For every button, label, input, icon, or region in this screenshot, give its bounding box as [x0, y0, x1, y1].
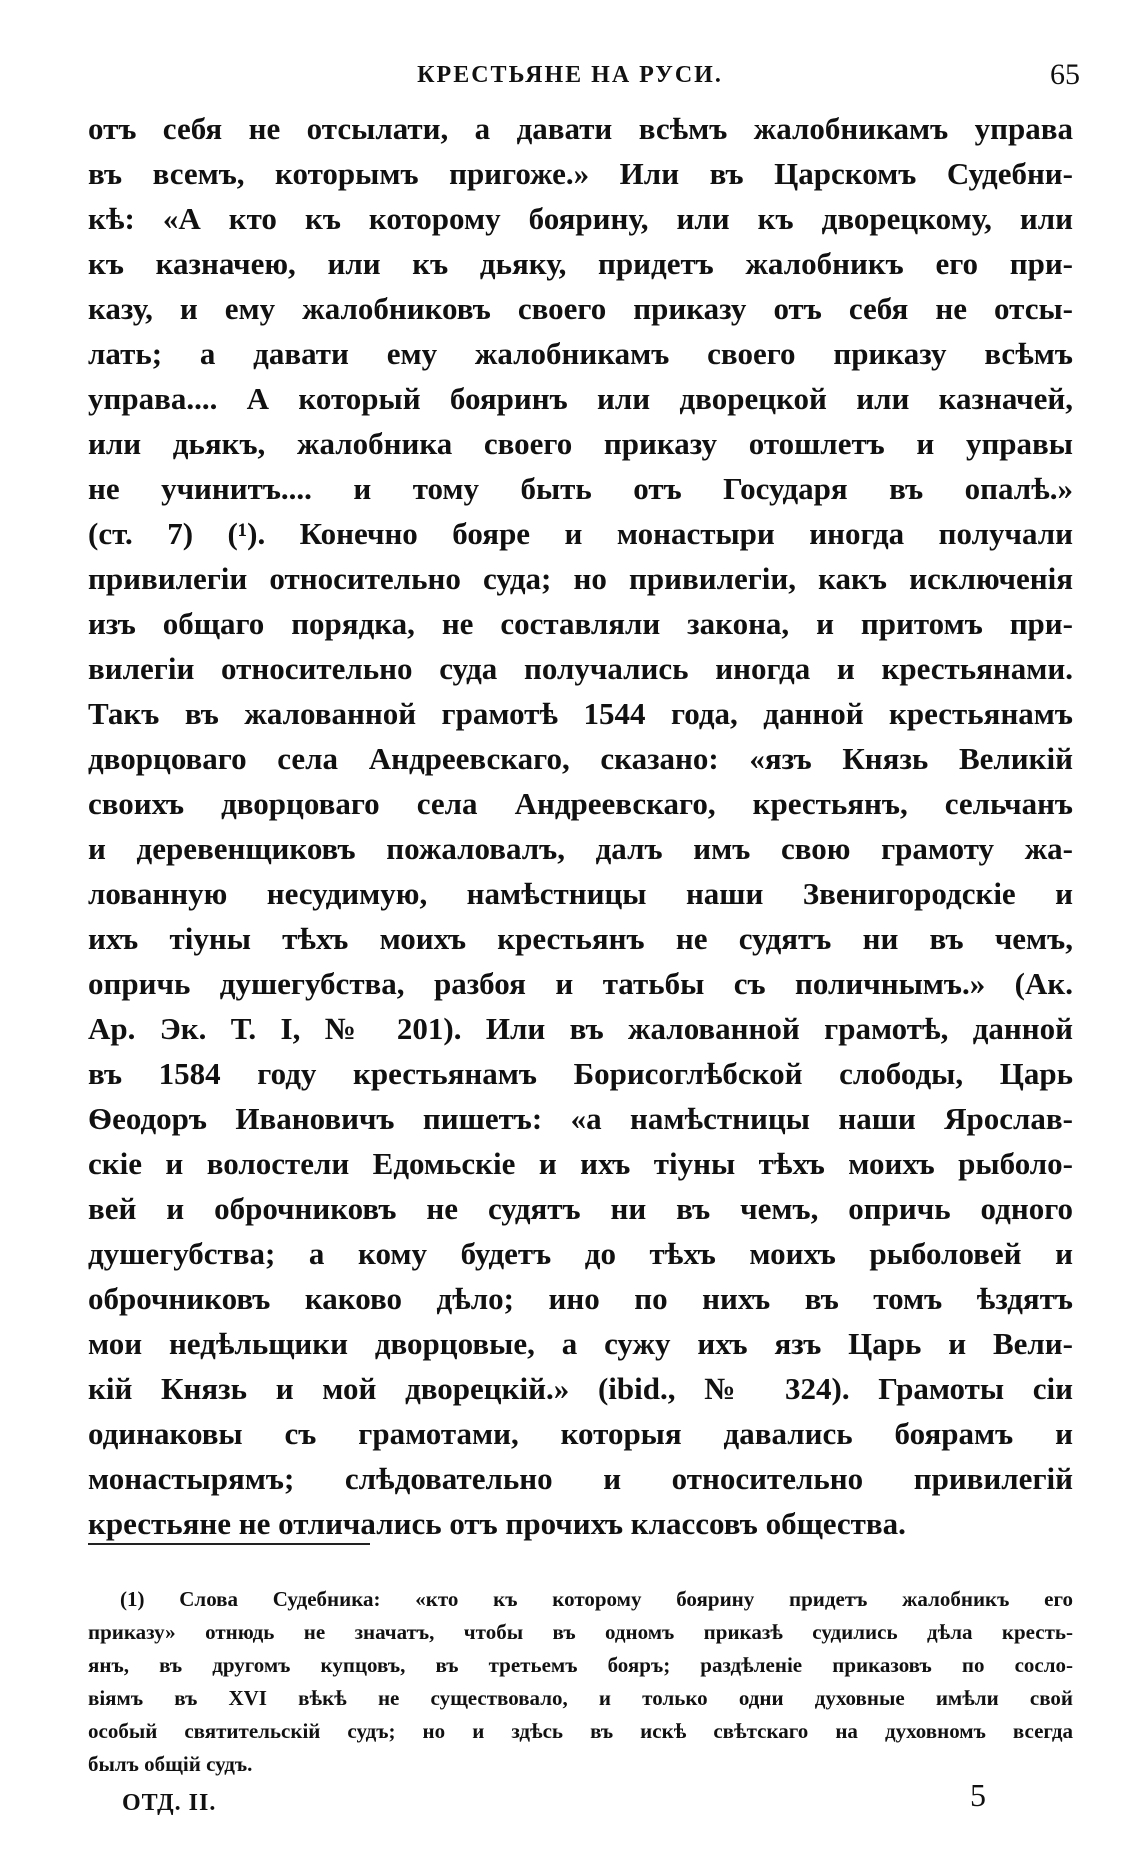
- text-line: скіе и волостели Едомьскіе и ихъ тіуны тѣхъ моихъ рыболо-: [88, 1146, 1073, 1181]
- text-line: лать; а давати ему жалобникамъ своего приказу всѣмъ: [88, 336, 1073, 371]
- running-head: [0, 58, 1140, 98]
- text-line: опричь душегубства, разбоя и татьбы съ поличнымъ.» (Ак.: [88, 966, 1073, 1001]
- text-line: крестьяне не отличались отъ прочихъ классовъ общества.: [88, 1506, 906, 1541]
- text-line: оброчниковъ каково дѣло; ино по нихъ въ томъ ѣздятъ: [88, 1281, 1073, 1316]
- text-line: душегубства; а кому будетъ до тѣхъ моихъ рыболовей и: [88, 1236, 1073, 1271]
- footnote-line: (1) Слова Судебника: «кто къ которому боярину придетъ жалобникъ его: [120, 1587, 1073, 1611]
- footnote-line: віямъ въ XVI вѣкѣ не существовало, и только одни духовные имѣли свой: [88, 1686, 1073, 1710]
- text-line: мои недѣльщики дворцовые, а сужу ихъ язъ Царь и Вели-: [88, 1326, 1073, 1361]
- footnote-line: былъ общій судъ.: [88, 1752, 253, 1776]
- text-line: лованную несудимую, намѣстницы наши Звенигородскіе и: [88, 876, 1073, 911]
- footnote: [88, 1583, 1073, 1781]
- text-line: и деревенщиковъ пожаловалъ, далъ имъ свою грамоту жа-: [88, 831, 1073, 866]
- text-line: къ казначею, или къ дьяку, придетъ жалобникъ его при-: [88, 246, 1073, 281]
- text-line: въ 1584 году крестьянамъ Борисоглѣбской слободы, Царь: [88, 1056, 1073, 1091]
- text-line: монастырямъ; слѣдовательно и относительно привилегій: [88, 1461, 1073, 1496]
- text-line: своихъ дворцоваго села Андреевскаго, крестьянъ, сельчанъ: [88, 786, 1073, 821]
- section-signature: ОТД. II.: [122, 1790, 217, 1816]
- text-line: дворцоваго села Андреевскаго, сказано: «язъ Князь Великій: [88, 741, 1073, 776]
- text-line: вей и оброчниковъ не судятъ ни въ чемъ, опричь одного: [88, 1191, 1073, 1226]
- text-line: (ст. 7) (¹). Конечно бояре и монастыри иногда получали: [88, 516, 1073, 551]
- page-number: 65: [1050, 58, 1080, 91]
- body-text: [88, 106, 1073, 1546]
- text-line: не учинитъ.... и тому быть отъ Государя въ опалѣ.»: [88, 471, 1073, 506]
- text-line: отъ себя не отсылати, а давати всѣмъ жалобникамъ управа: [88, 111, 1073, 146]
- footnote-line: приказу» отнюдь не значатъ, чтобы въ одномъ приказѣ судились дѣла кресть-: [88, 1620, 1073, 1644]
- text-line: или дьякъ, жалобника своего приказу отошлетъ и управы: [88, 426, 1073, 461]
- text-line: Ар. Эк. Т. I, № 201). Или въ жалованной грамотѣ, данной: [88, 1011, 1073, 1046]
- text-line: Такъ въ жалованной грамотѣ 1544 года, данной крестьянамъ: [88, 696, 1073, 731]
- text-line: изъ общаго порядка, не составляли закона, и притомъ при-: [88, 606, 1073, 641]
- footnote-rule: [88, 1543, 370, 1545]
- sheet-number: 5: [970, 1777, 986, 1813]
- running-title: КРЕСТЬЯНЕ НА РУСИ.: [417, 62, 723, 88]
- text-line: казу, и ему жалобниковъ своего приказу отъ себя не отсы-: [88, 291, 1073, 326]
- text-line: кій Князь и мой дворецкій.» (ibid., № 324). Грамоты сіи: [88, 1371, 1073, 1406]
- text-line: привилегіи относительно суда; но привилегіи, какъ исключенія: [88, 561, 1073, 596]
- text-line: въ всемъ, которымъ пригоже.» Или въ Царскомъ Судебни-: [88, 156, 1073, 191]
- text-line: вилегіи относительно суда получались иногда и крестьянами.: [88, 651, 1073, 686]
- text-line: одинаковы съ грамотами, которыя давались боярамъ и: [88, 1416, 1073, 1451]
- footnote-line: особый святительскій судъ; но и здѣсь въ искѣ свѣтскаго на духовномъ всегда: [88, 1719, 1073, 1743]
- text-line: управа.... А который бояринъ или дворецкой или казначей,: [88, 381, 1073, 416]
- footnote-line: янъ, въ другомъ купцовъ, въ третьемъ бояръ; раздѣленіе приказовъ по сосло-: [88, 1653, 1073, 1677]
- text-line: кѣ: «А кто къ которому боярину, или къ дворецкому, или: [88, 201, 1073, 236]
- text-line: ихъ тіуны тѣхъ моихъ крестьянъ не судятъ ни въ чемъ,: [88, 921, 1073, 956]
- text-line: Ѳеодоръ Ивановичъ пишетъ: «а намѣстницы наши Ярослав-: [88, 1101, 1073, 1136]
